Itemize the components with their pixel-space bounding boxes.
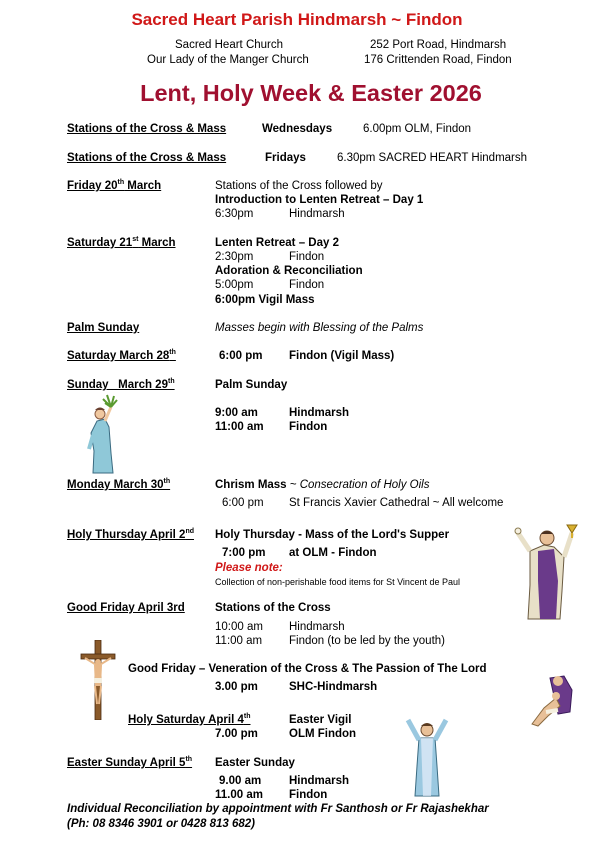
- sat4-title: Easter Vigil: [289, 714, 352, 726]
- sat4-label: Holy Saturday April 4th: [128, 713, 251, 726]
- sat28-place: Findon (Vigil Mass): [289, 350, 395, 362]
- sat4-time: 7.00 pm: [215, 728, 258, 740]
- sun29-label: Sunday March 29th: [67, 378, 175, 391]
- sun5-time1: 9.00 am: [219, 775, 262, 787]
- fri3-place1: Hindmarsh: [289, 621, 345, 633]
- sat21-line3: 6:00pm Vigil Mass: [215, 294, 315, 306]
- fri3-title: Stations of the Cross: [215, 602, 331, 614]
- thu2-place: at OLM - Findon: [289, 547, 377, 559]
- footer-line1: Individual Reconciliation by appointment with Fr Santhosh or Fr Rajashekhar: [67, 803, 489, 815]
- sun29-time2: 11:00 am: [215, 421, 264, 433]
- fri3-time3: 3.00 pm: [215, 681, 258, 693]
- fri20-time: 6:30pm: [215, 208, 254, 220]
- thu2-time: 7:00 pm: [222, 547, 266, 559]
- sun5-time2: 11.00 am: [215, 789, 263, 801]
- stations-fri-day: Fridays: [265, 152, 306, 164]
- sun29-place1: Hindmarsh: [289, 407, 350, 419]
- fri3-veneration: Good Friday – Veneration of the Cross & The Passion of The Lord: [128, 663, 487, 675]
- sat28-label: Saturday March 28th: [67, 349, 176, 362]
- mon30-place: St Francis Xavier Cathedral ~ All welcome: [289, 497, 504, 509]
- stations-fri-detail: 6.30pm SACRED HEART Hindmarsh: [337, 152, 528, 164]
- fri20-label: Friday 20th March: [67, 179, 162, 192]
- thu2-note: Collection of non-perishable food items for St Vincent de Paul: [215, 577, 460, 587]
- stations-wed-day: Wednesdays: [262, 123, 333, 135]
- palm-figure-icon: [83, 393, 125, 475]
- stations-wed-label: Stations of the Cross & Mass: [67, 123, 227, 135]
- mon30-heading: Chrism Mass ~ Consecration of Holy Oils: [215, 479, 430, 491]
- sun5-label: Easter Sunday April 5th: [67, 756, 193, 769]
- stations-fri-label: Stations of the Cross & Mass: [67, 152, 227, 164]
- sat21-line2: Adoration & Reconciliation: [215, 265, 363, 277]
- sat21-line1: Lenten Retreat – Day 2: [215, 237, 339, 249]
- church2-address: 176 Crittenden Road, Findon: [364, 54, 512, 66]
- church1-address: 252 Port Road, Hindmarsh: [370, 39, 507, 51]
- thu2-title: Holy Thursday - Mass of the Lord's Supper: [215, 529, 450, 541]
- mon30-label: Monday March 30th: [67, 478, 171, 491]
- fri3-place3: SHC-Hindmarsh: [289, 681, 378, 693]
- sun5-place1: Hindmarsh: [289, 775, 350, 787]
- fri3-label: Good Friday April 3rd: [67, 602, 185, 614]
- fri20-line1: Stations of the Cross followed by: [215, 180, 383, 192]
- sun5-place2: Findon: [289, 789, 328, 801]
- sun29-title: Palm Sunday: [215, 379, 288, 391]
- palm-label: Palm Sunday: [67, 322, 140, 334]
- page-title: Lent, Holy Week & Easter 2026: [140, 80, 482, 106]
- sat21-place1: Findon: [289, 251, 325, 263]
- sun29-time1: 9:00 am: [215, 407, 258, 419]
- mon30-time: 6:00 pm: [222, 497, 264, 509]
- thu2-label: Holy Thursday April 2nd: [67, 528, 194, 541]
- church2-name: Our Lady of the Manger Church: [147, 54, 309, 66]
- fri20-place: Hindmarsh: [289, 208, 345, 220]
- fri3-time1: 10:00 am: [215, 621, 263, 633]
- sun5-title: Easter Sunday: [215, 757, 295, 769]
- pieta-icon: [528, 672, 576, 728]
- fri3-time2: 11:00 am: [215, 635, 263, 647]
- church1-name: Sacred Heart Church: [175, 39, 284, 51]
- risen-christ-icon: [405, 716, 449, 798]
- sat28-time: 6:00 pm: [219, 350, 263, 362]
- sat21-label: Saturday 21st March: [67, 236, 176, 249]
- sat21-time1: 2:30pm: [215, 251, 254, 263]
- thu2-note-label: Please note:: [215, 562, 283, 574]
- stations-wed-detail: 6.00pm OLM, Findon: [363, 123, 472, 135]
- parish-name: Sacred Heart Parish Hindmarsh ~ Findon: [131, 10, 463, 29]
- crucifix-icon: [79, 640, 117, 720]
- sat21-time2: 5:00pm: [215, 279, 254, 291]
- palm-note: Masses begin with Blessing of the Palms: [215, 322, 424, 334]
- sat4-place: OLM Findon: [289, 728, 357, 740]
- sat21-place2: Findon: [289, 279, 325, 291]
- priest-chalice-icon: [514, 521, 580, 621]
- sun29-place2: Findon: [289, 421, 328, 433]
- fri3-place2: Findon (to be led by the youth): [289, 635, 445, 647]
- fri20-line2: Introduction to Lenten Retreat – Day 1: [215, 194, 424, 206]
- footer-line2: (Ph: 08 8346 3901 or 0428 813 682): [67, 818, 255, 830]
